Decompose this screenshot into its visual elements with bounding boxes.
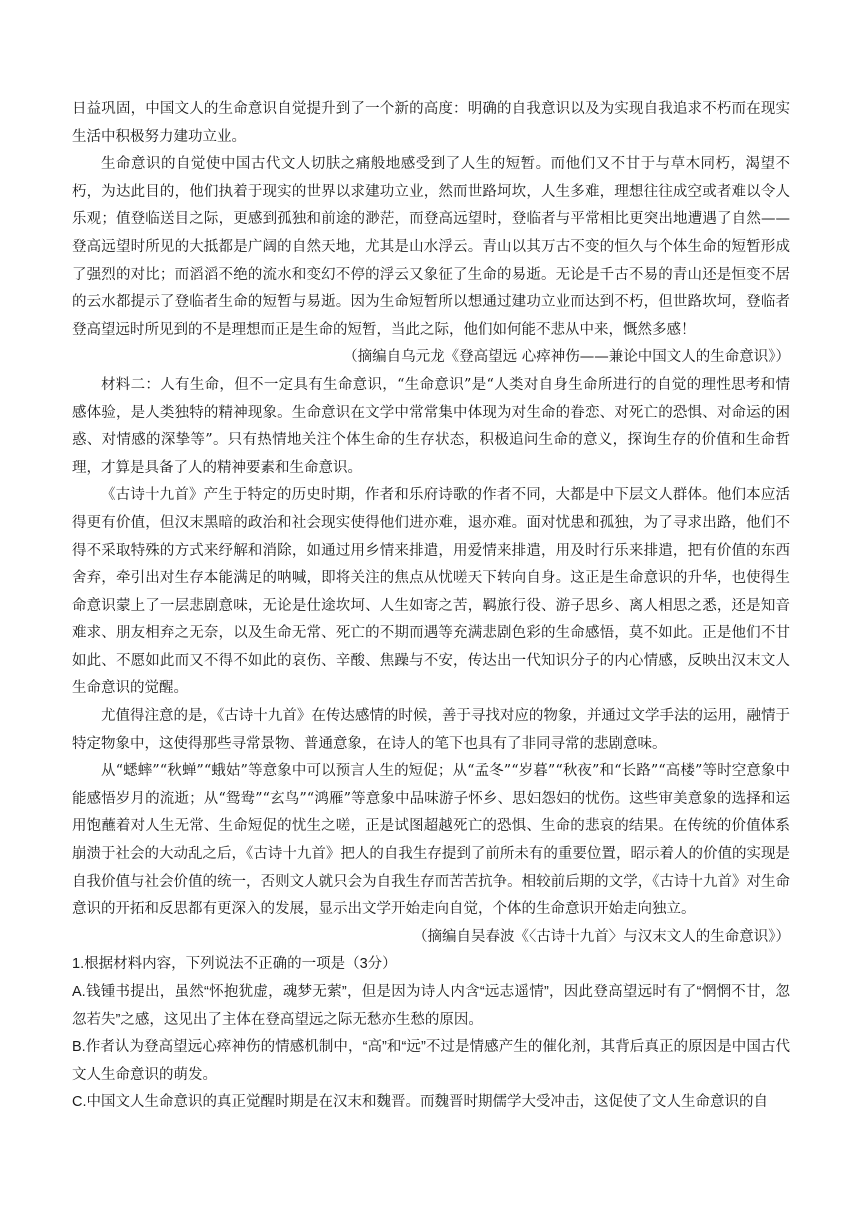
source-citation-2: （摘编自吴春波《〈古诗十九首〉与汉末文人的生命意识》） [413,928,790,945]
source-citation-1: （摘编自乌元龙《登高望远 心瘁神伤——兼论中国文人的生命意识》） [343,349,790,366]
question-option-c: C.中国文人生命意识的真正觉醒时期是在汉末和魏晋。而魏晋时期儒学大受冲击，这促使了文人生命意识的自 [72,1094,768,1111]
paragraph-life-awareness: 生命意识的自觉使中国古代文人切肤之痛般地感受到了人生的短暂。而他们又不甘于与草木同朽，渴望不朽，为达此目的，他们执着于现实的世界以求建功立业，然而世路坷坎，人生多难，理想往往成空或者难以令人乐观；值登临送目之际，更感到孤独和前途的渺茫，而登高远望时，登临者与平常相比更突出地遭遇了自然——登高远望时所见的大抵都是广阔的自然天地，尤其是山水浮云。青山以其万古不变的恒久与个体生命的短暂形成了强烈的对比；而滔滔不绝的流水和变幻不停的浮云又象征了生命的易逝。无论是千古不易的青山还是恒变不居的云水都提示了登临者生命的短暂与易逝。因为生命短暂所以想通过建功立业而达到不朽，但世路坎坷，登临者登高望远时所见到的不是理想而正是生命的短暂，当此之际，他们如何能不悲从中来，慨然多感！ [72,156,790,338]
question-option-b: B.作者认为登高望远心瘁神伤的情感机制中，“高”和“远”不过是情感产生的催化剂，其背后真正的原因是中国古代文人生命意识的萌发。 [72,1039,790,1083]
paragraph-continuation: 日益巩固，中国文人的生命意识自觉提升到了一个新的高度：明确的自我意识以及为实现自我追求不朽而在现实生活中积极努力建功立业。 [72,101,790,145]
question-stem: 1.根据材料内容，下列说法不正确的一项是（3分） [72,956,397,973]
document-page [72,96,790,1117]
paragraph-imagery: 尤值得注意的是，《古诗十九首》在传达感情的时候，善于寻找对应的物象，并通过文学手法的运用，融情于特定物象中，这使得那些寻常景物、普通意象，在诗人的笔下也具有了非同寻常的悲剧意味。 [72,708,790,752]
paragraph-material-two: 材料二：人有生命，但不一定具有生命意识，“生命意识”是“人类对自身生命所进行的自觉的理性思考和情感体验，是人类独特的精神现象。生命意识在文学中常常集中体现为对生命的眷恋、对死亡的恐惧、对命运的困惑、对情感的深挚等”。只有热情地关注个体生命的生存状态，积极追问生命的意义，探询生存的价值和生命哲理，才算是具备了人的精神要素和生命意识。 [72,376,791,476]
paragraph-image-examples: 从“蟋蟀”“秋蝉”“蛾姑”等意象中可以预言人生的短促；从“孟冬”“岁暮”“秋夜”和“长路”“高楼”等时空意象中能感悟岁月的流逝；从“鸳鸯”“玄鸟”“鸿雁”等意象中品味游子怀乡、思妇怨妇的忧伤。这些审美意象的选择和运用饱蘸着对人生无常、生命短促的忧生之嗟，正是试图超越死亡的恐惧、生命的悲哀的结果。在传统的价值体系崩溃于社会的大动乱之后，《古诗十九首》把人的自我生存提到了前所未有的重要位置，昭示着人的价值的实现是自我价值与社会价值的统一，否则文人就只会为自我生存而苦苦抗争。相较前后期的文学，《古诗十九首》对生命意识的开拓和反思都有更深入的发展，显示出文学开始走向自觉，个体的生命意识开始走向独立。 [72,763,790,918]
question-option-a: A.钱锺书提出，虽然“怀抱犹虚，魂梦无萦”，但是因为诗人内含“远志遥情”，因此登高望远时有了“惘惘不甘，忽忽若失”之感，这见出了主体在登高望远之际无愁亦生愁的原因。 [72,984,790,1028]
paragraph-nineteen-poems: 《古诗十九首》产生于特定的历史时期，作者和乐府诗歌的作者不同，大都是中下层文人群体。他们本应活得更有价值，但汉末黑暗的政治和社会现实使得他们进亦难，退亦难。面对忧患和孤独，为了寻求出路，他们不得不采取特殊的方式来纾解和消除，如通过用乡情来排遣，用爱情来排遣，用及时行乐来排遣，把有价值的东西舍弃，牵引出对生存本能满足的呐喊，即将关注的焦点从忧嗟天下转向自身。这正是生命意识的升华，也使得生命意识蒙上了一层悲剧意味，无论是仕途坎坷、人生如寄之苦，羁旅行役、游子思乡、离人相思之悉，还是知音难求、朋友相弃之无奈，以及生命无常、死亡的不期而遇等充满悲剧色彩的生命感悟，莫不如此。正是他们不甘如此、不愿如此而又不得不如此的哀伤、辛酸、焦躁与不安，传达出一代知识分子的内心情感，反映出汉末文人生命意识的觉醒。 [72,487,790,697]
